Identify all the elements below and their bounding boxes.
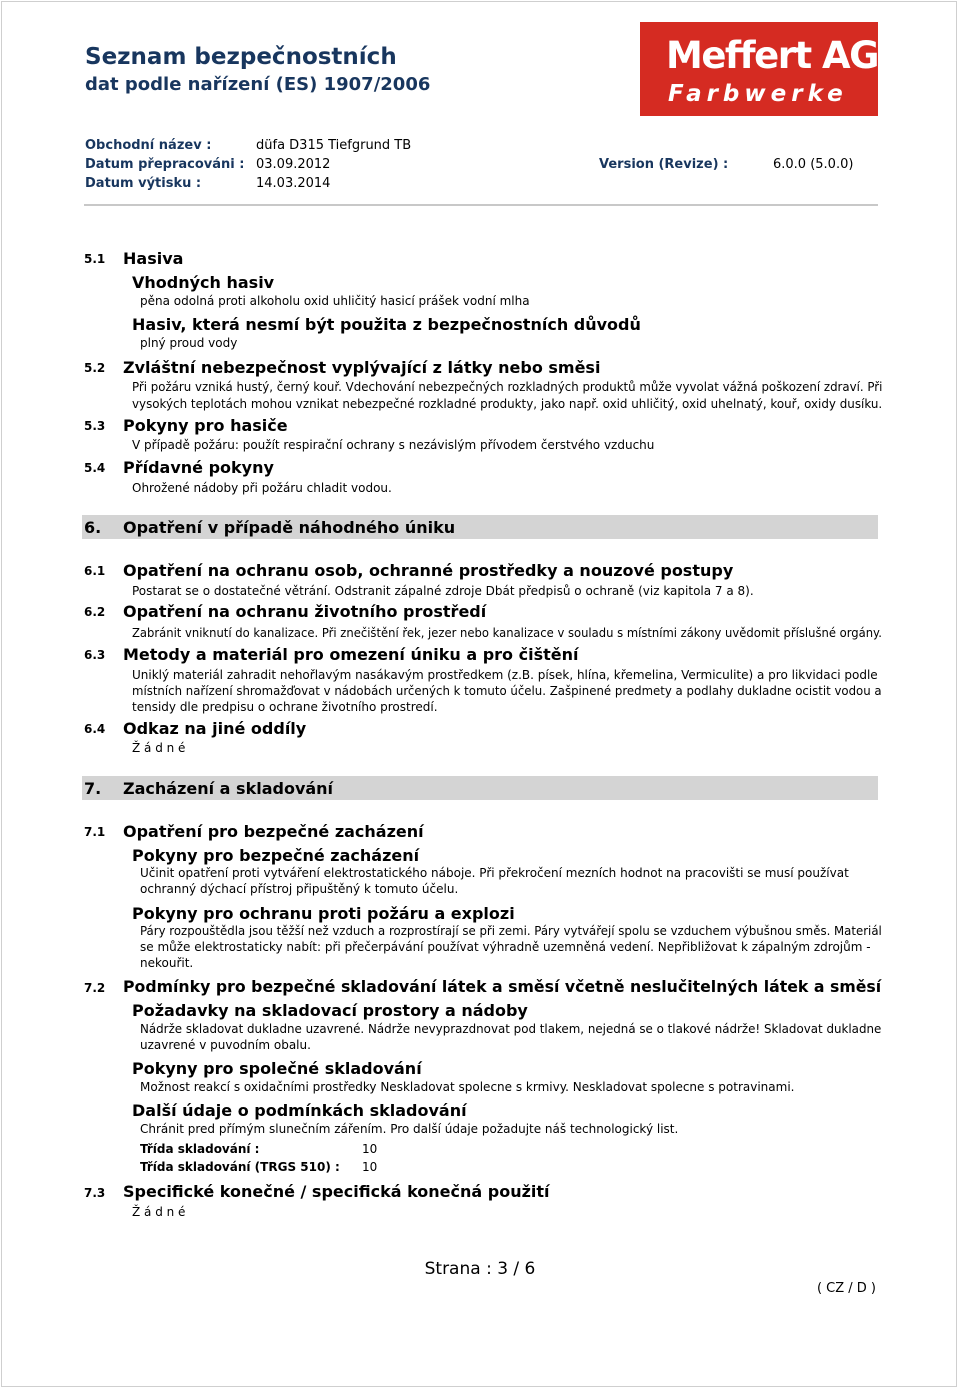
heading-5-2: Zvláštní nebezpečnost vyplývající z látky nebo směsi bbox=[123, 358, 601, 377]
section-number-6-2: 6.2 bbox=[84, 605, 106, 619]
subheading-safe-handling: Pokyny pro bezpečné zacházení bbox=[132, 846, 420, 865]
section-title-6: Opatření v případě náhodného úniku bbox=[123, 518, 456, 537]
text-6-4: Ž á d n é bbox=[132, 741, 186, 755]
section-number-7: 7. bbox=[84, 779, 102, 798]
page-number: Strana : 3 / 6 bbox=[424, 1259, 536, 1279]
trade-name-label: Obchodní název : bbox=[85, 138, 212, 153]
storage-class-label: Třída skladování : bbox=[140, 1142, 260, 1156]
heading-6-3: Metody a materiál pro omezení úniku a pro čištění bbox=[123, 645, 579, 664]
printed-value: 14.03.2014 bbox=[256, 176, 331, 191]
text-6-3-line1: Uniklý materiál zahradit nehořlavým nasákavým prostředkem (z.B. písek, hlína, křemelina, Vermiculite) a pro likvidaci podle bbox=[132, 668, 878, 682]
version-label: Version (Revize) : bbox=[599, 157, 729, 172]
text-fire-explosion-line3: nekouřit. bbox=[140, 956, 194, 970]
storage-class-trgs-value: 10 bbox=[362, 1160, 378, 1174]
subheading-unsuitable-media: Hasiv, která nesmí být použita z bezpečnostních důvodů bbox=[132, 315, 641, 334]
header-divider bbox=[84, 204, 878, 206]
text-5-2-line1: Při požáru vzniká hustý, černý kouř. Vdechování nebezpečných rozkladných produktů může vyvolat vážná poškození zdraví. Při bbox=[132, 380, 883, 394]
text-5-3: V případě požáru: použít respirační ochrany s nezávislým přívodem čerstvého vzduchu bbox=[132, 438, 655, 452]
text-fire-explosion-line1: Páry rozpouštědla jsou těžší než vzduch a rozprostírají se při zemi. Páry vytvářejí spolu se vzduchem výbušnou směs. Materiál bbox=[140, 924, 882, 938]
text-fire-explosion-line2: se může elektrostaticky nabít: při přečerpávání používat výhradně uzemněná vedení. Nepřibližovat k zápalným zdrojům - bbox=[140, 940, 871, 954]
subheading-joint-storage: Pokyny pro společné skladování bbox=[132, 1059, 422, 1078]
section-number-6-4: 6.4 bbox=[84, 722, 106, 736]
text-storage-rooms-line2: uzavrené v puvodním obalu. bbox=[140, 1038, 311, 1052]
storage-class-value: 10 bbox=[362, 1142, 378, 1156]
text-6-1: Postarat se o dostatečné větrání. Odstranit zápalné zdroje Dbát předpisů o ochraně (viz kapitola 7 a 8). bbox=[132, 584, 754, 598]
version-value: 6.0.0 (5.0.0) bbox=[773, 157, 854, 172]
section-number-7-2: 7.2 bbox=[84, 981, 106, 995]
section-band-7 bbox=[82, 776, 878, 800]
text-6-3-line3: tensidy dle predpisu o ochrane životního prostredí. bbox=[132, 700, 438, 714]
text-unsuitable-media: plný proud vody bbox=[140, 336, 238, 350]
heading-6-2: Opatření na ochranu životního prostředí bbox=[123, 602, 487, 621]
revised-value: 03.09.2012 bbox=[256, 157, 331, 172]
section-number-5-3: 5.3 bbox=[84, 419, 106, 433]
heading-7-3: Specifické konečné / specifická konečná použití bbox=[123, 1182, 550, 1201]
text-7-3: Ž á d n é bbox=[132, 1205, 186, 1219]
text-further-storage: Chránit pred přímým slunečním zářením. Pro další údaje požadujte náš technologický list. bbox=[140, 1122, 679, 1136]
storage-class-trgs-label: Třída skladování (TRGS 510) : bbox=[140, 1160, 340, 1174]
text-safe-handling-line1: Učinit opatření proti vytváření elektrostatického náboje. Při překročení mezních hodnot na pracovišti se musí používat bbox=[140, 866, 849, 880]
subheading-storage-rooms: Požadavky na skladovací prostory a nádoby bbox=[132, 1001, 528, 1020]
heading-5-3: Pokyny pro hasiče bbox=[123, 416, 288, 435]
section-number-6-1: 6.1 bbox=[84, 564, 106, 578]
section-number-7-3: 7.3 bbox=[84, 1186, 106, 1200]
text-joint-storage: Možnost reakcí s oxidačními prostředky Neskladovat spolecne s krmivy. Neskladovat spolecne s potravinami. bbox=[140, 1080, 795, 1094]
text-suitable-media: pěna odolná proti alkoholu oxid uhličitý hasicí prášek vodní mlha bbox=[140, 294, 530, 308]
section-number-5-1: 5.1 bbox=[84, 252, 106, 266]
document-title: Seznam bezpečnostních bbox=[85, 44, 397, 70]
text-6-3-line2: místních nařízení shromažďovat v nádobách určených k tomuto účelu. Zašpinené predmety a podlahy dukladne ocistit vodou a bbox=[132, 684, 882, 698]
heading-5-1: Hasiva bbox=[123, 249, 184, 268]
logo-line2: Farbwerke bbox=[668, 81, 848, 107]
logo-line1: Meffert AG bbox=[666, 34, 878, 77]
trade-name-value: düfa D315 Tiefgrund TB bbox=[256, 138, 412, 153]
section-number-7-1: 7.1 bbox=[84, 825, 106, 839]
heading-6-1: Opatření na ochranu osob, ochranné prostředky a nouzové postupy bbox=[123, 561, 734, 580]
heading-5-4: Přídavné pokyny bbox=[123, 458, 274, 477]
section-number-5-2: 5.2 bbox=[84, 361, 106, 375]
printed-label: Datum výtisku : bbox=[85, 176, 202, 191]
section-title-7: Zacházení a skladování bbox=[123, 779, 334, 798]
text-safe-handling-line2: ochranný dýchací přístroj připuštěný k tomuto účelu. bbox=[140, 882, 459, 896]
heading-7-2: Podmínky pro bezpečné skladování látek a směsí včetně neslučitelných látek a směsí bbox=[123, 977, 882, 996]
heading-7-1: Opatření pro bezpečné zacházení bbox=[123, 822, 424, 841]
language-code: ( CZ / D ) bbox=[816, 1281, 876, 1296]
section-number-6: 6. bbox=[84, 518, 102, 537]
text-5-4: Ohrožené nádoby při požáru chladit vodou. bbox=[132, 481, 392, 495]
document-subtitle: dat podle nařízení (ES) 1907/2006 bbox=[85, 74, 431, 95]
subheading-further-storage: Další údaje o podmínkách skladování bbox=[132, 1101, 467, 1120]
heading-6-4: Odkaz na jiné oddíly bbox=[123, 719, 307, 738]
revised-label: Datum přepracováni : bbox=[85, 157, 245, 172]
text-storage-rooms-line1: Nádrže skladovat dukladne uzavrené. Nádrže nevyprazdnovat pod tlakem, nejedná se o tlakové nádrže! Skladovat dukladne bbox=[140, 1022, 882, 1036]
text-6-2: Zabránit vniknutí do kanalizace. Při znečištění řek, jezer nebo kanalizace v souladu s místními zákony uvědomit příslušné orgány. bbox=[132, 626, 882, 640]
company-logo bbox=[640, 22, 878, 116]
section-band-6 bbox=[82, 515, 878, 539]
subheading-fire-explosion: Pokyny pro ochranu proti požáru a explozi bbox=[132, 904, 515, 923]
section-number-6-3: 6.3 bbox=[84, 648, 106, 662]
subheading-suitable-media: Vhodných hasiv bbox=[132, 273, 275, 292]
section-number-5-4: 5.4 bbox=[84, 461, 106, 475]
text-5-2-line2: vysokých teplotách mohou vznikat nebezpečné rozkladné produkty, jako např. oxid uhličitý, oxid uhelnatý, kouř, oxidy dusíku. bbox=[132, 397, 883, 411]
